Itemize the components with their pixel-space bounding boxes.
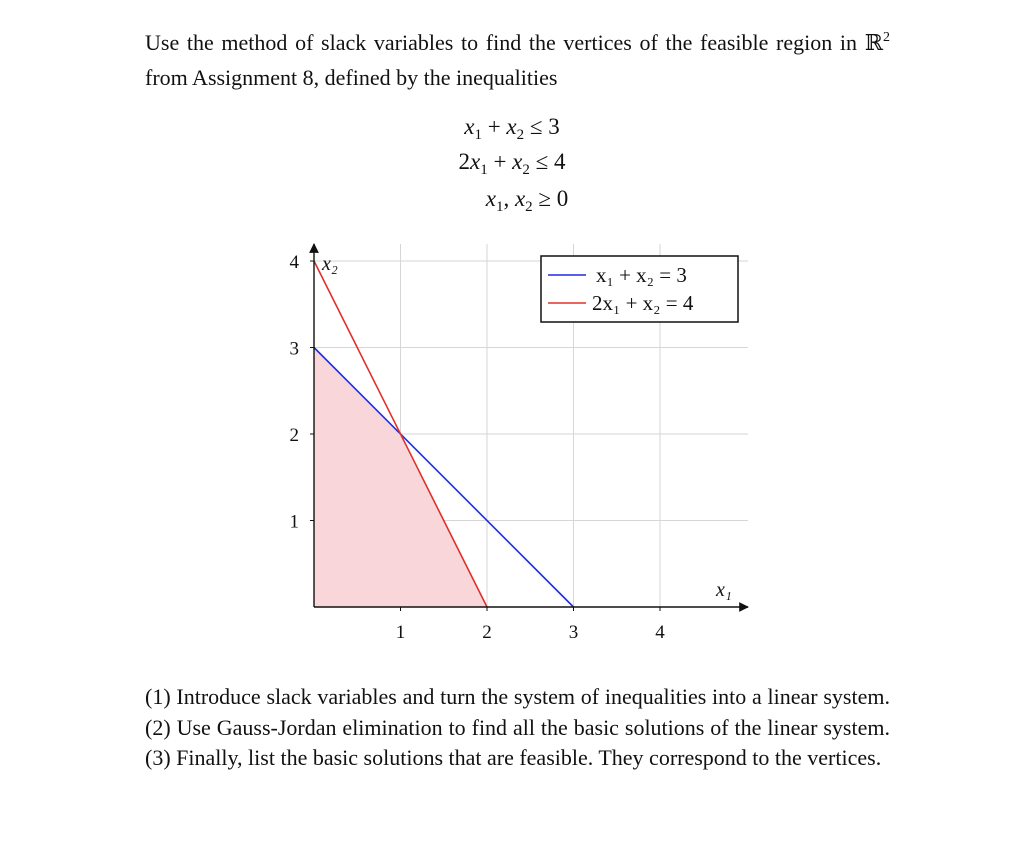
inequality-1: $x_1 + x_2 \le 3$ (464, 114, 560, 143)
intro-text-2: from Assignment 8, defined by the inequalities (145, 64, 558, 90)
chart-legend (541, 256, 738, 322)
feasible-region-chart (240, 230, 760, 650)
intro-text-1: Use the method of slack variables to find the vertices of the feasible region in (145, 30, 865, 55)
y-tick-label-1: 1 (289, 511, 299, 533)
inequality-3: $x_1$, $x_2 \ge 0$ (485, 186, 569, 215)
inequality-2-coef: 2 (458, 149, 470, 174)
y-axis-label: x₂ (322, 253, 338, 275)
x-tick-label-3: 3 (568, 622, 579, 643)
x-axis-label: x₁ (716, 579, 732, 601)
x-tick-label-2: 2 (482, 622, 492, 643)
problem-intro (145, 28, 890, 93)
legend-entry-line-2: 2x₁ + x₂ = 4 (592, 291, 694, 315)
y-tick-label-4: 4 (289, 252, 299, 273)
task-instructions: (1) Introduce slack variables and turn the system of inequalities into a linear system. (2) Use Gauss-Jordan elimination to find all the basic solutions of the linear system. (3) Finally, list the basic solutions that are feasible. They correspond to the vertices. (145, 684, 890, 770)
x-tick-label-4: 4 (655, 622, 665, 643)
inequality-2-rhs: 4 (554, 149, 566, 174)
legend-entry-line-1: x₁ + x₂ = 3 (596, 263, 687, 287)
y-tick-label-3: 3 (289, 338, 299, 360)
inequality-2: $2x_1 + x_2 \le 4$ (458, 149, 566, 178)
y-tick-label-2: 2 (289, 425, 299, 446)
real-space-symbol: ℝ (864, 31, 883, 56)
space-exponent: 2 (883, 30, 890, 45)
inequality-1-rhs: 3 (548, 114, 560, 139)
x-tick-label-1: 1 (395, 622, 406, 643)
